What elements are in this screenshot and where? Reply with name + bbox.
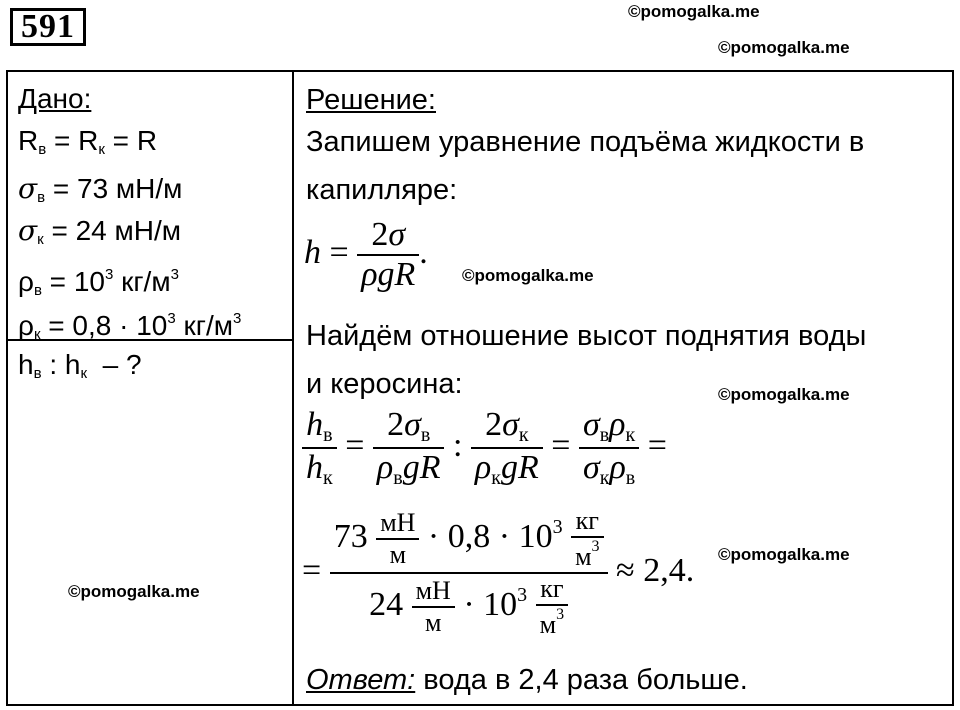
given-sigma-water: $\sigma_в = 73$ мН/м <box>18 172 183 206</box>
column-divider <box>292 70 294 706</box>
watermark: ©pomogalka.me <box>68 582 200 601</box>
answer <box>306 662 748 698</box>
watermark: ©pomogalka.me <box>628 2 760 21</box>
given-sigma-kerosene: $\sigma_к = 24$ мН/м <box>18 214 182 248</box>
answer-label: Ответ: <box>306 664 416 696</box>
answer-text: вода в 2,4 раза больше. <box>415 664 748 696</box>
solution-text-line: и керосина: <box>306 368 463 400</box>
solution-title: Решение: <box>306 84 436 116</box>
given-rho-kerosene: $\rho_к = 0,8 \cdot 10^3$ $кг/м^3$ <box>18 310 242 343</box>
watermark: ©pomogalka.me <box>462 266 594 285</box>
watermark: ©pomogalka.me <box>718 385 850 404</box>
given-rho-water: $\rho_в = 10^3$ $кг/м^3$ <box>18 266 179 299</box>
formula-height-ratio: $\frac{hв}{hк}$ = $\frac{2\sigma в}{\text{ρвgR}}$ : $\frac{2\sigma к}{\text{ρкgR}}$ = $\frac{\text{σвρк}}{\text{σкρв}}$ = <box>302 406 667 490</box>
solution-text-line: Найдём отношение высот поднятия воды <box>306 320 867 352</box>
find-ratio: $h_в$ : $h_к$ – ? <box>18 349 142 382</box>
given-title: Дано: <box>18 83 92 114</box>
watermark: ©pomogalka.me <box>718 38 850 57</box>
watermark: ©pomogalka.me <box>718 545 850 564</box>
solution-text-line: капилляре: <box>306 174 458 206</box>
solution-text-line: Запишем уравнение подъёма жидкости в <box>306 126 865 158</box>
formula-capillary-height: h = $\frac{2\sigma}{\text{ρgR}}$ . <box>304 216 428 293</box>
problem-number: 591 <box>10 8 86 46</box>
given-radius: $R_в = R_к = R$ <box>18 125 158 158</box>
formula-numeric-result: = 73 $\frac{мН}{м}$ · $0,8 \cdot 10^3$ $\frac{кг}{м^3}$ 24 $\frac{мН}{м}$ · $10^3$ $\frac{кг}{м^3}$ ≈ 2,4. <box>302 506 695 639</box>
